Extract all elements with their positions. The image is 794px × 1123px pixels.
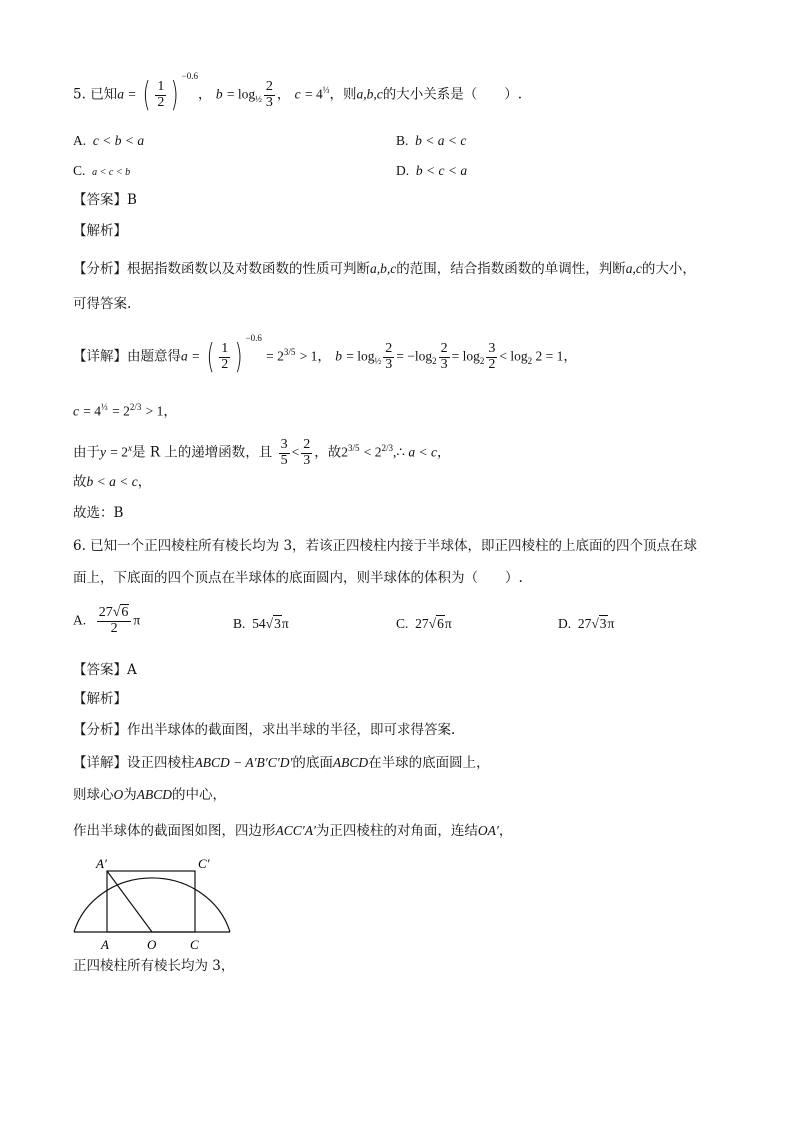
q5-analysis-tag: 【解析】 [73,223,127,239]
diagonal-rectangle [107,871,195,932]
q6-answer: 【答案】A [73,662,137,678]
q6-xiangjie-3: 作出半球体的截面图如图，四边形ACC′A′为正四棱柱的对角面，连结OA′， [73,823,513,839]
figure-svg [70,855,240,955]
q6-xiangjie-2: 则球心O为ABCD的中心， [73,787,226,803]
q5-fenxi: 【分析】根据指数函数以及对数函数的性质可判断a,b,c的范围，结合指数函数的单调性，判断a,c的大小， [73,261,696,277]
q5-mono-line: 由于$y = 2^x$是 R 上的递增函数，且 $\frac{3}{5}$ < $\frac{2}{3}$ ，故$2^{3/5}$ < $2^{2/3},\therefore$ a < c， [73,437,451,468]
q6-xiangjie-1: 【详解】设正四棱柱ABCD − A′B′C′D′的底面ABCD在半球的底面圆上， [73,755,490,771]
label-A: A [101,937,109,952]
q5-guxuan: 故选：B [73,505,124,521]
q5-option-c[interactable]: C. a < c < b [73,163,131,178]
q6-analysis-tag: 【解析】 [73,691,127,707]
q6-stem-2: 面上，下底面的四个顶点在半球体的底面圆内，则半球体的体积为（ ）. [73,570,523,586]
q6-last-line: 正四棱柱所有棱长均为 3， [73,958,235,974]
hemisphere-section-figure [70,855,240,959]
q6-option-d[interactable]: D. 27√3π [558,616,615,631]
q5-gu: 故b < a < c， [73,474,152,490]
q5-number: 5. [73,86,86,103]
label-C: C [190,937,199,952]
q5-fenxi-2: 可得答案. [73,296,132,312]
label-A1: A′ [96,856,107,871]
q6-option-b[interactable]: B. 54√3π [233,616,289,631]
q5-option-d[interactable]: D. b < c < a [396,163,468,178]
q6-fenxi: 【分析】作出半球体的截面图，求出半球的半径，即可求得答案. [73,722,456,738]
label-C1: C′ [198,856,210,871]
q6-option-a[interactable]: A. $\frac{27√6}{2}$ π [73,605,141,636]
q5-option-a[interactable]: A. c < b < a [73,133,145,148]
label-O: O [147,937,157,952]
q5-option-b[interactable]: B. b < a < c [396,133,467,148]
q5-c-line: $c = 4^{\frac{1}{3}} = 2^{2/3} > 1$， [73,402,177,420]
semicircle-arc [74,878,230,932]
q5-xiangjie: 【详解】由题意得a = ( $\frac{1}{2}$ ) $^{-0.6} = 2^{3/5} > 1$， $b = \log_{\frac{1}{2}}$ $\frac{2}{3}$ = $-\log_2$ $\frac{2}{3}$ = $\log_2$ $\frac{3}{2}$ < $\log_2 2 = 1$， [73,333,577,377]
q6-stem-1: 6. 已知一个正四棱柱所有棱长均为 3，若该正四棱柱内接于半球体，即正四棱柱的上底面的四个顶点在球 [73,538,698,554]
q5-stem: 5. 已知a = ( $\frac{1}{2}$ ) $^{-0.6}$， $b = \log_{\frac{1}{2}}$ $\frac{2}{3}$ ， $c = 4^{\frac{1}{3}}$，则a,b,c的大小关系是（ ）. [73,71,522,115]
q6-option-c[interactable]: C. 27√6π [396,616,452,631]
q5-answer: 【答案】B [73,192,137,208]
